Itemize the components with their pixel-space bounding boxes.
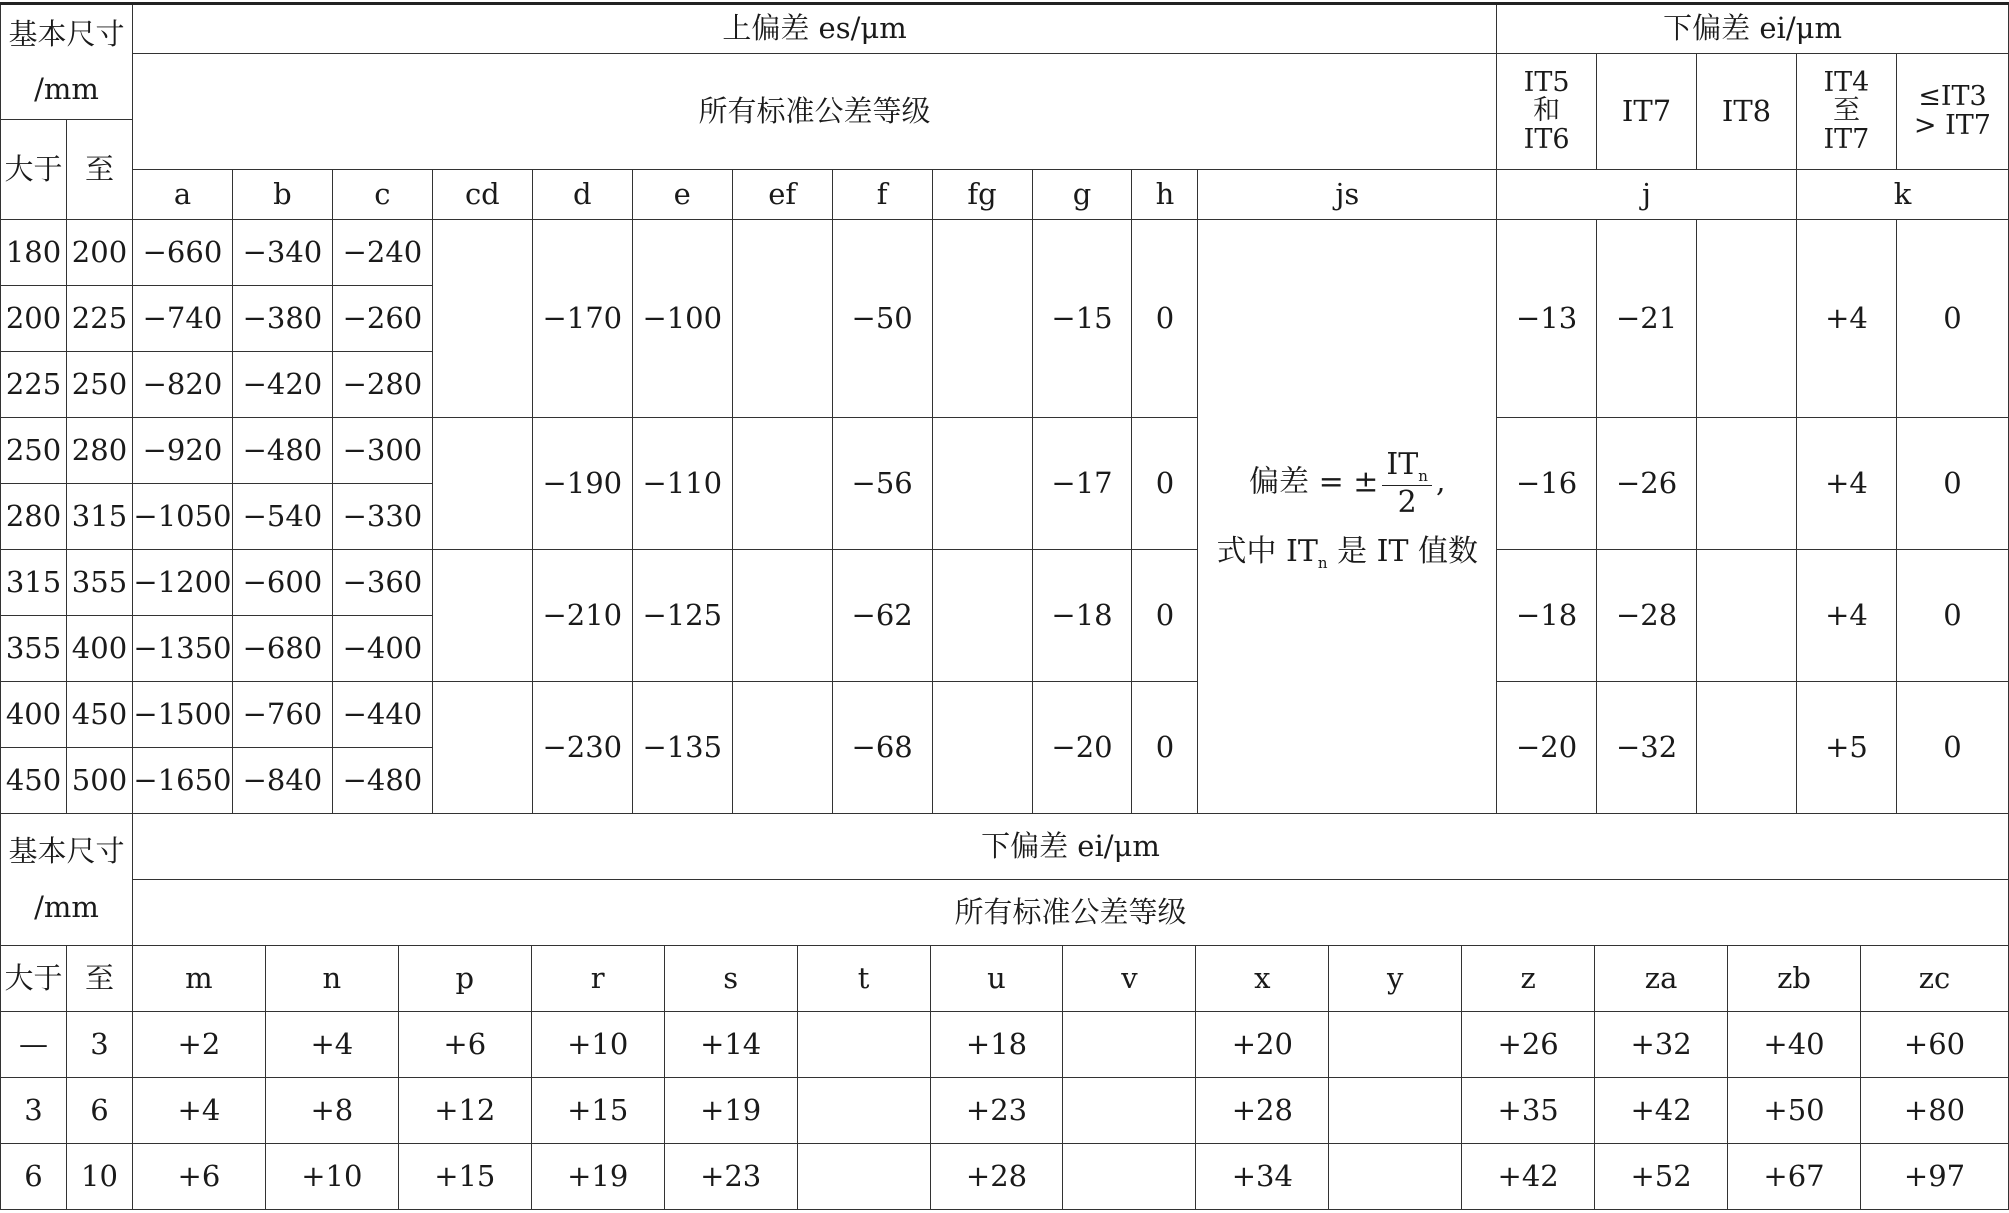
cell-e: −110 bbox=[632, 418, 732, 550]
cell-k-it3: 0 bbox=[1896, 682, 2008, 814]
cell-d: −190 bbox=[532, 418, 632, 550]
from-label: 大于 bbox=[1, 946, 67, 1012]
cell-cd bbox=[432, 682, 532, 814]
col-letter-cd: cd bbox=[432, 170, 532, 220]
cell-h: 0 bbox=[1132, 418, 1198, 550]
cell-za: +52 bbox=[1595, 1144, 1728, 1210]
cell-z: +35 bbox=[1462, 1078, 1595, 1144]
row-to: 10 bbox=[66, 1144, 132, 1210]
cell-y bbox=[1329, 1012, 1462, 1078]
col-letter-za: za bbox=[1595, 946, 1728, 1012]
col-letter-z: z bbox=[1462, 946, 1595, 1012]
row-to: 6 bbox=[66, 1078, 132, 1144]
row-to: 250 bbox=[66, 352, 132, 418]
cell-g: −17 bbox=[1032, 418, 1132, 550]
col-letter-js: js bbox=[1198, 170, 1497, 220]
cell-c: −260 bbox=[332, 286, 432, 352]
row-from: 250 bbox=[1, 418, 67, 484]
upper-deviation-header: 上偏差 es/μm bbox=[132, 4, 1496, 54]
cell-z: +42 bbox=[1462, 1144, 1595, 1210]
js-formula-note: 偏差 = ± $\frac{IT_n}{2}$ , 式中 $IT_n$ 是 IT 值数 bbox=[1198, 220, 1497, 814]
cell-b: −600 bbox=[232, 550, 332, 616]
cell-g: −18 bbox=[1032, 550, 1132, 682]
row-from: 355 bbox=[1, 616, 67, 682]
cell-cd bbox=[432, 220, 532, 418]
cell-r: +19 bbox=[531, 1144, 664, 1210]
col-letter-b: b bbox=[232, 170, 332, 220]
row-from: 280 bbox=[1, 484, 67, 550]
table-row bbox=[1, 1144, 2009, 1210]
to-label: 至 bbox=[66, 946, 132, 1012]
to-label: 至 bbox=[66, 120, 132, 220]
grade-it7: IT7 bbox=[1597, 54, 1697, 170]
grade-it4-it7: IT4 至 IT7 bbox=[1796, 54, 1896, 170]
col-letter-f: f bbox=[832, 170, 932, 220]
grade-it5-it6: IT5 和 IT6 bbox=[1497, 54, 1597, 170]
col-letter-d: d bbox=[532, 170, 632, 220]
row-to: 400 bbox=[66, 616, 132, 682]
col-letter-k: k bbox=[1796, 170, 2008, 220]
cell-c: −240 bbox=[332, 220, 432, 286]
cell-s: +14 bbox=[664, 1012, 797, 1078]
cell-za: +42 bbox=[1595, 1078, 1728, 1144]
cell-p: +12 bbox=[398, 1078, 531, 1144]
cell-j-it8 bbox=[1697, 418, 1797, 550]
cell-b: −680 bbox=[232, 616, 332, 682]
col-letter-r: r bbox=[531, 946, 664, 1012]
row-to: 315 bbox=[66, 484, 132, 550]
size-header-cell bbox=[1, 814, 133, 946]
row-to: 355 bbox=[66, 550, 132, 616]
js-fraction: $\frac{IT_n}{2}$ bbox=[1382, 448, 1432, 519]
cell-b: −340 bbox=[232, 220, 332, 286]
cell-n: +4 bbox=[265, 1012, 398, 1078]
cell-x: +34 bbox=[1196, 1144, 1329, 1210]
row-to: 500 bbox=[66, 748, 132, 814]
cell-fg bbox=[932, 550, 1032, 682]
col-letter-y: y bbox=[1329, 946, 1462, 1012]
cell-s: +23 bbox=[664, 1144, 797, 1210]
col-letter-ef: ef bbox=[732, 170, 832, 220]
cell-zb: +40 bbox=[1728, 1012, 1861, 1078]
row-to: 450 bbox=[66, 682, 132, 748]
cell-b: −420 bbox=[232, 352, 332, 418]
upper-deviation-table bbox=[0, 2, 2009, 814]
cell-c: −360 bbox=[332, 550, 432, 616]
row-from: 400 bbox=[1, 682, 67, 748]
row-from: 180 bbox=[1, 220, 67, 286]
cell-h: 0 bbox=[1132, 550, 1198, 682]
row-from: 225 bbox=[1, 352, 67, 418]
col-letter-h: h bbox=[1132, 170, 1198, 220]
col-letter-zc: zc bbox=[1861, 946, 2009, 1012]
row-from: 6 bbox=[1, 1144, 67, 1210]
cell-b: −380 bbox=[232, 286, 332, 352]
col-letter-zb: zb bbox=[1728, 946, 1861, 1012]
cell-b: −540 bbox=[232, 484, 332, 550]
cell-j-it8 bbox=[1697, 682, 1797, 814]
size-label: 基本尺寸 bbox=[8, 834, 125, 869]
cell-k-it3: 0 bbox=[1896, 220, 2008, 418]
cell-a: −740 bbox=[132, 286, 232, 352]
col-letter-n: n bbox=[265, 946, 398, 1012]
cell-f: −62 bbox=[832, 550, 932, 682]
cell-d: −170 bbox=[532, 220, 632, 418]
cell-h: 0 bbox=[1132, 220, 1198, 418]
cell-m: +2 bbox=[132, 1012, 265, 1078]
cell-x: +20 bbox=[1196, 1012, 1329, 1078]
cell-f: −56 bbox=[832, 418, 932, 550]
row-to: 200 bbox=[66, 220, 132, 286]
cell-y bbox=[1329, 1144, 1462, 1210]
cell-y bbox=[1329, 1078, 1462, 1144]
cell-n: +8 bbox=[265, 1078, 398, 1144]
cell-r: +10 bbox=[531, 1012, 664, 1078]
row-from: 315 bbox=[1, 550, 67, 616]
col-letter-g: g bbox=[1032, 170, 1132, 220]
cell-e: −125 bbox=[632, 550, 732, 682]
col-letter-s: s bbox=[664, 946, 797, 1012]
cell-d: −230 bbox=[532, 682, 632, 814]
cell-c: −330 bbox=[332, 484, 432, 550]
col-letter-a: a bbox=[132, 170, 232, 220]
size-header-cell bbox=[1, 4, 133, 120]
cell-a: −660 bbox=[132, 220, 232, 286]
cell-c: −480 bbox=[332, 748, 432, 814]
col-letter-t: t bbox=[797, 946, 930, 1012]
cell-k-it3: 0 bbox=[1896, 550, 2008, 682]
row-from: 450 bbox=[1, 748, 67, 814]
cell-a: −1200 bbox=[132, 550, 232, 616]
cell-fg bbox=[932, 682, 1032, 814]
table-row bbox=[1, 1078, 2009, 1144]
cell-c: −280 bbox=[332, 352, 432, 418]
cell-j-it5: −18 bbox=[1497, 550, 1597, 682]
cell-a: −1050 bbox=[132, 484, 232, 550]
col-letter-p: p bbox=[398, 946, 531, 1012]
cell-zb: +67 bbox=[1728, 1144, 1861, 1210]
cell-v bbox=[1063, 1078, 1196, 1144]
cell-ef bbox=[732, 418, 832, 550]
cell-f: −50 bbox=[832, 220, 932, 418]
cell-j-it7: −28 bbox=[1597, 550, 1697, 682]
cell-j-it7: −21 bbox=[1597, 220, 1697, 418]
cell-k-it4: +4 bbox=[1796, 220, 1896, 418]
cell-j-it5: −20 bbox=[1497, 682, 1597, 814]
cell-j-it5: −13 bbox=[1497, 220, 1597, 418]
cell-c: −300 bbox=[332, 418, 432, 484]
cell-x: +28 bbox=[1196, 1078, 1329, 1144]
lower-deviation-header: 下偏差 ei/μm bbox=[1497, 4, 2009, 54]
cell-k-it4: +4 bbox=[1796, 550, 1896, 682]
col-letter-j: j bbox=[1497, 170, 1797, 220]
cell-z: +26 bbox=[1462, 1012, 1595, 1078]
cell-fg bbox=[932, 220, 1032, 418]
cell-zb: +50 bbox=[1728, 1078, 1861, 1144]
cell-cd bbox=[432, 418, 532, 550]
col-letter-c: c bbox=[332, 170, 432, 220]
cell-j-it8 bbox=[1697, 550, 1797, 682]
cell-zc: +80 bbox=[1861, 1078, 2009, 1144]
row-to: 225 bbox=[66, 286, 132, 352]
cell-j-it7: −32 bbox=[1597, 682, 1697, 814]
cell-s: +19 bbox=[664, 1078, 797, 1144]
cell-h: 0 bbox=[1132, 682, 1198, 814]
cell-v bbox=[1063, 1012, 1196, 1078]
cell-a: −1350 bbox=[132, 616, 232, 682]
cell-d: −210 bbox=[532, 550, 632, 682]
cell-n: +10 bbox=[265, 1144, 398, 1210]
cell-ef bbox=[732, 682, 832, 814]
grade-it8: IT8 bbox=[1697, 54, 1797, 170]
cell-ef bbox=[732, 220, 832, 418]
table-row bbox=[1, 1012, 2009, 1078]
cell-zc: +60 bbox=[1861, 1012, 2009, 1078]
cell-t bbox=[797, 1144, 930, 1210]
row-to: 280 bbox=[66, 418, 132, 484]
row-from: 200 bbox=[1, 286, 67, 352]
row-from: 3 bbox=[1, 1078, 67, 1144]
cell-p: +15 bbox=[398, 1144, 531, 1210]
cell-j-it7: −26 bbox=[1597, 418, 1697, 550]
row-from: — bbox=[1, 1012, 67, 1078]
cell-c: −440 bbox=[332, 682, 432, 748]
lower-deviation-table bbox=[0, 813, 2009, 1210]
cell-e: −100 bbox=[632, 220, 732, 418]
table-row bbox=[1, 418, 2009, 484]
cell-u: +23 bbox=[930, 1078, 1063, 1144]
cell-k-it4: +5 bbox=[1796, 682, 1896, 814]
cell-b: −840 bbox=[232, 748, 332, 814]
cell-u: +28 bbox=[930, 1144, 1063, 1210]
size-unit: /mm bbox=[34, 889, 99, 924]
size-unit: /mm bbox=[34, 72, 99, 106]
cell-c: −400 bbox=[332, 616, 432, 682]
col-letter-fg: fg bbox=[932, 170, 1032, 220]
cell-t bbox=[797, 1012, 930, 1078]
cell-u: +18 bbox=[930, 1012, 1063, 1078]
cell-f: −68 bbox=[832, 682, 932, 814]
grade-le-it3: ≤IT3 > IT7 bbox=[1896, 54, 2008, 170]
cell-b: −480 bbox=[232, 418, 332, 484]
row-to: 3 bbox=[66, 1012, 132, 1078]
cell-v bbox=[1063, 1144, 1196, 1210]
cell-a: −820 bbox=[132, 352, 232, 418]
cell-t bbox=[797, 1078, 930, 1144]
col-letter-v: v bbox=[1063, 946, 1196, 1012]
cell-zc: +97 bbox=[1861, 1144, 2009, 1210]
col-letter-u: u bbox=[930, 946, 1063, 1012]
size-label: 基本尺寸 bbox=[8, 16, 125, 51]
all-grades-label: 所有标准公差等级 bbox=[132, 880, 2008, 946]
cell-r: +15 bbox=[531, 1078, 664, 1144]
table-row bbox=[1, 550, 2009, 616]
cell-m: +6 bbox=[132, 1144, 265, 1210]
cell-k-it3: 0 bbox=[1896, 418, 2008, 550]
from-label: 大于 bbox=[1, 120, 67, 220]
cell-a: −1650 bbox=[132, 748, 232, 814]
lower-deviation-header: 下偏差 ei/μm bbox=[132, 814, 2008, 880]
col-letter-x: x bbox=[1196, 946, 1329, 1012]
cell-e: −135 bbox=[632, 682, 732, 814]
cell-ef bbox=[732, 550, 832, 682]
cell-a: −920 bbox=[132, 418, 232, 484]
cell-fg bbox=[932, 418, 1032, 550]
cell-g: −15 bbox=[1032, 220, 1132, 418]
table-row bbox=[1, 682, 2009, 748]
cell-b: −760 bbox=[232, 682, 332, 748]
col-letter-e: e bbox=[632, 170, 732, 220]
cell-p: +6 bbox=[398, 1012, 531, 1078]
cell-a: −1500 bbox=[132, 682, 232, 748]
cell-g: −20 bbox=[1032, 682, 1132, 814]
table-row bbox=[1, 220, 2009, 286]
cell-za: +32 bbox=[1595, 1012, 1728, 1078]
cell-m: +4 bbox=[132, 1078, 265, 1144]
col-letter-m: m bbox=[132, 946, 265, 1012]
cell-j-it5: −16 bbox=[1497, 418, 1597, 550]
cell-k-it4: +4 bbox=[1796, 418, 1896, 550]
cell-j-it8 bbox=[1697, 220, 1797, 418]
all-grades-label: 所有标准公差等级 bbox=[132, 54, 1496, 170]
cell-cd bbox=[432, 550, 532, 682]
